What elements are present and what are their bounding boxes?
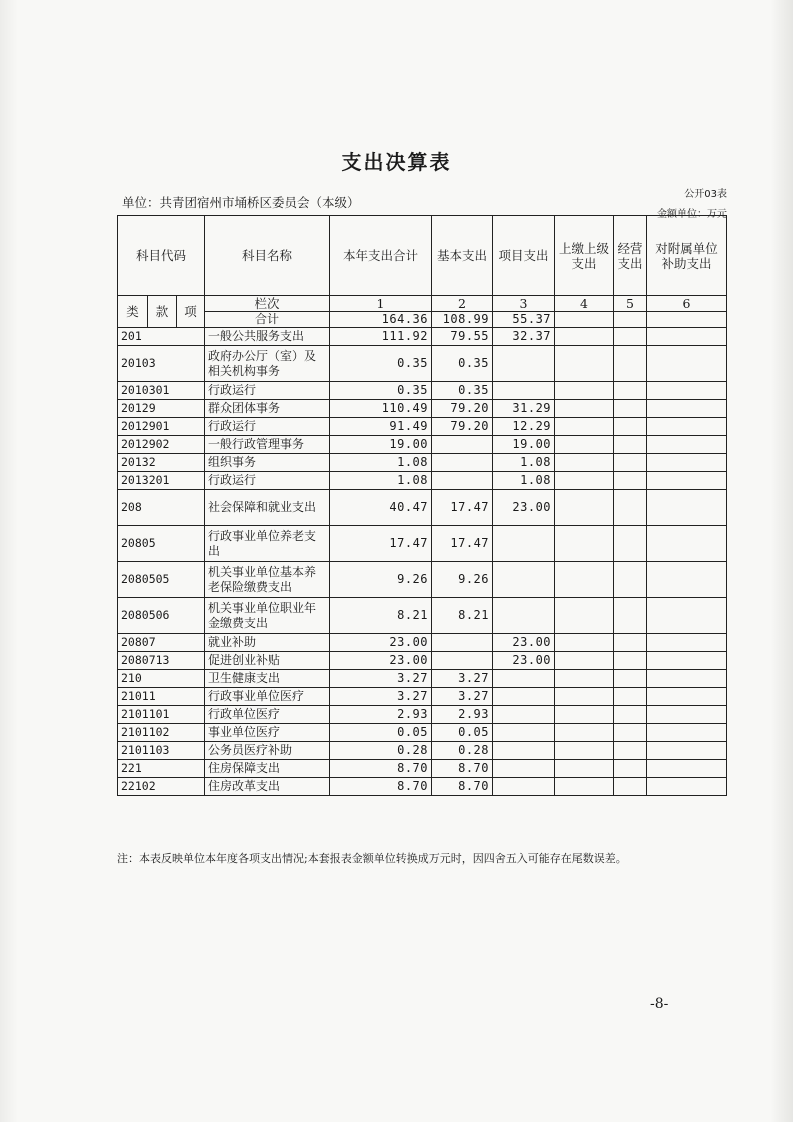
- total-basic: 108.99: [432, 312, 493, 328]
- amount-project: [493, 742, 555, 760]
- header-total: 本年支出合计: [330, 216, 432, 296]
- total-label: 合计: [205, 312, 330, 328]
- subject-name: 社会保障和就业支出: [205, 490, 330, 526]
- amount-total: 110.49: [330, 400, 432, 418]
- table-row: [118, 706, 727, 724]
- subject-code: 2080505: [118, 562, 205, 598]
- subject-name: 一般行政管理事务: [205, 436, 330, 454]
- amount-basic: 3.27: [432, 688, 493, 706]
- table-row: [118, 760, 727, 778]
- subject-name: 行政运行: [205, 382, 330, 400]
- amount-business: [614, 688, 647, 706]
- header-project: 项目支出: [493, 216, 555, 296]
- amount-project: [493, 760, 555, 778]
- amount-subsidy: [647, 382, 727, 400]
- amount-project: 23.00: [493, 652, 555, 670]
- amount-project: 1.08: [493, 454, 555, 472]
- amount-upper: [555, 526, 614, 562]
- amount-business: [614, 706, 647, 724]
- amount-subsidy: [647, 634, 727, 652]
- subject-code: 221: [118, 760, 205, 778]
- amount-business: [614, 490, 647, 526]
- col-number-2: 2: [432, 296, 493, 312]
- amount-business: [614, 778, 647, 796]
- amount-total: 111.92: [330, 328, 432, 346]
- amount-basic: 0.05: [432, 724, 493, 742]
- amount-subsidy: [647, 562, 727, 598]
- amount-total: 0.05: [330, 724, 432, 742]
- table-row: [118, 472, 727, 490]
- table-row: [118, 688, 727, 706]
- total-project: 55.37: [493, 312, 555, 328]
- amount-upper: [555, 490, 614, 526]
- amount-basic: 0.28: [432, 742, 493, 760]
- subject-name: 政府办公厅（室）及相关机构事务: [205, 346, 330, 382]
- amount-basic: 17.47: [432, 526, 493, 562]
- table-row: [118, 634, 727, 652]
- subject-name: 行政运行: [205, 418, 330, 436]
- amount-upper: [555, 562, 614, 598]
- amount-basic: [432, 454, 493, 472]
- amount-upper: [555, 328, 614, 346]
- subject-code: 20129: [118, 400, 205, 418]
- empty-cell: [614, 312, 647, 328]
- subject-code: 210: [118, 670, 205, 688]
- amount-total: 40.47: [330, 490, 432, 526]
- amount-subsidy: [647, 706, 727, 724]
- amount-upper: [555, 598, 614, 634]
- amount-basic: 79.20: [432, 400, 493, 418]
- amount-total: 8.70: [330, 760, 432, 778]
- amount-basic: 9.26: [432, 562, 493, 598]
- amount-project: [493, 598, 555, 634]
- header-business: 经营支出: [614, 216, 647, 296]
- subject-code: 21011: [118, 688, 205, 706]
- amount-basic: [432, 652, 493, 670]
- header-xiang: 项: [177, 296, 205, 328]
- amount-basic: 0.35: [432, 382, 493, 400]
- amount-subsidy: [647, 670, 727, 688]
- amount-basic: 8.70: [432, 760, 493, 778]
- col-number-1: 1: [330, 296, 432, 312]
- amount-upper: [555, 436, 614, 454]
- column-number-row: [118, 296, 727, 312]
- amount-project: [493, 526, 555, 562]
- header-column-no: 栏次: [205, 296, 330, 312]
- total-row: [118, 312, 727, 328]
- amount-project: 31.29: [493, 400, 555, 418]
- amount-subsidy: [647, 760, 727, 778]
- amount-upper: [555, 418, 614, 436]
- amount-upper: [555, 472, 614, 490]
- amount-basic: [432, 436, 493, 454]
- amount-upper: [555, 634, 614, 652]
- amount-subsidy: [647, 598, 727, 634]
- amount-total: 23.00: [330, 652, 432, 670]
- amount-project: [493, 724, 555, 742]
- amount-basic: 8.21: [432, 598, 493, 634]
- amount-project: [493, 346, 555, 382]
- amount-subsidy: [647, 490, 727, 526]
- amount-basic: [432, 634, 493, 652]
- amount-subsidy: [647, 688, 727, 706]
- col-number-6: 6: [647, 296, 727, 312]
- amount-subsidy: [647, 454, 727, 472]
- amount-upper: [555, 778, 614, 796]
- amount-unit: 金额单位：万元: [657, 209, 727, 220]
- table-row: [118, 490, 727, 526]
- footnote: 注：本表反映单位本年度各项支出情况;本套报表金额单位转换成万元时，因四舍五入可能存在尾数误差。: [117, 852, 627, 865]
- amount-basic: 0.35: [432, 346, 493, 382]
- col-number-3: 3: [493, 296, 555, 312]
- subject-code: 20132: [118, 454, 205, 472]
- amount-project: 23.00: [493, 490, 555, 526]
- amount-project: [493, 778, 555, 796]
- subject-code: 2101103: [118, 742, 205, 760]
- amount-subsidy: [647, 328, 727, 346]
- amount-subsidy: [647, 472, 727, 490]
- header-subject-code: 科目代码: [118, 216, 205, 296]
- amount-business: [614, 472, 647, 490]
- amount-total: 9.26: [330, 562, 432, 598]
- amount-subsidy: [647, 400, 727, 418]
- amount-project: 23.00: [493, 634, 555, 652]
- subject-code: 2013201: [118, 472, 205, 490]
- subject-name: 事业单位医疗: [205, 724, 330, 742]
- subject-code: 2101101: [118, 706, 205, 724]
- table-row: [118, 670, 727, 688]
- amount-total: 19.00: [330, 436, 432, 454]
- amount-business: [614, 526, 647, 562]
- table-row: [118, 652, 727, 670]
- table-row: [118, 562, 727, 598]
- page-number: -8-: [650, 996, 669, 1012]
- header-subsidy: 对附属单位补助支出: [647, 216, 727, 296]
- table-row: [118, 346, 727, 382]
- amount-basic: 3.27: [432, 670, 493, 688]
- subject-name: 组织事务: [205, 454, 330, 472]
- document-title: 支出决算表: [341, 150, 452, 174]
- subject-code: 201: [118, 328, 205, 346]
- amount-upper: [555, 724, 614, 742]
- subject-name: 机关事业单位职业年金缴费支出: [205, 598, 330, 634]
- amount-business: [614, 436, 647, 454]
- table-row: [118, 778, 727, 796]
- amount-subsidy: [647, 778, 727, 796]
- amount-total: 8.70: [330, 778, 432, 796]
- subject-name: 住房改革支出: [205, 778, 330, 796]
- amount-total: 91.49: [330, 418, 432, 436]
- empty-cell: [647, 312, 727, 328]
- amount-business: [614, 562, 647, 598]
- amount-subsidy: [647, 346, 727, 382]
- amount-subsidy: [647, 418, 727, 436]
- header-lei: 类: [118, 296, 148, 328]
- amount-business: [614, 346, 647, 382]
- subject-name: 一般公共服务支出: [205, 328, 330, 346]
- amount-basic: 2.93: [432, 706, 493, 724]
- amount-total: 3.27: [330, 688, 432, 706]
- amount-upper: [555, 688, 614, 706]
- amount-project: 1.08: [493, 472, 555, 490]
- subject-code: 2101102: [118, 724, 205, 742]
- table-row: [118, 400, 727, 418]
- form-code: 公开03表: [684, 189, 727, 200]
- header-row: [118, 216, 727, 296]
- table-row: [118, 742, 727, 760]
- amount-total: 17.47: [330, 526, 432, 562]
- amount-total: 0.35: [330, 382, 432, 400]
- amount-basic: 79.20: [432, 418, 493, 436]
- amount-total: 0.28: [330, 742, 432, 760]
- amount-upper: [555, 652, 614, 670]
- col-number-5: 5: [614, 296, 647, 312]
- amount-subsidy: [647, 742, 727, 760]
- header-subject-name: 科目名称: [205, 216, 330, 296]
- subject-code: 22102: [118, 778, 205, 796]
- table-row: [118, 418, 727, 436]
- amount-total: 3.27: [330, 670, 432, 688]
- amount-business: [614, 634, 647, 652]
- subject-code: 2012901: [118, 418, 205, 436]
- amount-business: [614, 760, 647, 778]
- amount-basic: 17.47: [432, 490, 493, 526]
- header-upper: 上缴上级支出: [555, 216, 614, 296]
- amount-business: [614, 670, 647, 688]
- subject-name: 公务员医疗补助: [205, 742, 330, 760]
- amount-upper: [555, 760, 614, 778]
- subject-code: 20103: [118, 346, 205, 382]
- amount-upper: [555, 382, 614, 400]
- amount-business: [614, 598, 647, 634]
- table-row: [118, 526, 727, 562]
- amount-project: [493, 688, 555, 706]
- subject-code: 2010301: [118, 382, 205, 400]
- subject-name: 卫生健康支出: [205, 670, 330, 688]
- subject-code: 208: [118, 490, 205, 526]
- amount-total: 1.08: [330, 472, 432, 490]
- subject-code: 2012902: [118, 436, 205, 454]
- total-amount: 164.36: [330, 312, 432, 328]
- amount-subsidy: [647, 652, 727, 670]
- subject-code: 2080506: [118, 598, 205, 634]
- amount-business: [614, 454, 647, 472]
- amount-upper: [555, 346, 614, 382]
- amount-upper: [555, 742, 614, 760]
- amount-business: [614, 400, 647, 418]
- amount-upper: [555, 400, 614, 418]
- amount-total: 0.35: [330, 346, 432, 382]
- amount-business: [614, 328, 647, 346]
- subject-name: 行政单位医疗: [205, 706, 330, 724]
- subject-code: 20807: [118, 634, 205, 652]
- subject-name: 住房保障支出: [205, 760, 330, 778]
- table-row: [118, 328, 727, 346]
- subject-code: 2080713: [118, 652, 205, 670]
- subject-name: 行政运行: [205, 472, 330, 490]
- expenditure-table: [117, 215, 727, 796]
- amount-project: 12.29: [493, 418, 555, 436]
- subject-name: 就业补助: [205, 634, 330, 652]
- amount-project: [493, 382, 555, 400]
- amount-subsidy: [647, 436, 727, 454]
- unit-label: 单位：共青团宿州市埇桥区委员会（本级）: [122, 195, 360, 210]
- empty-cell: [555, 312, 614, 328]
- amount-business: [614, 652, 647, 670]
- amount-upper: [555, 670, 614, 688]
- amount-business: [614, 724, 647, 742]
- subject-name: 机关事业单位基本养老保险缴费支出: [205, 562, 330, 598]
- amount-business: [614, 382, 647, 400]
- amount-project: [493, 562, 555, 598]
- subject-code: 20805: [118, 526, 205, 562]
- amount-project: [493, 670, 555, 688]
- table-row: [118, 436, 727, 454]
- amount-project: [493, 706, 555, 724]
- col-number-4: 4: [555, 296, 614, 312]
- amount-upper: [555, 454, 614, 472]
- amount-subsidy: [647, 724, 727, 742]
- table-row: [118, 598, 727, 634]
- table-row: [118, 382, 727, 400]
- amount-project: 19.00: [493, 436, 555, 454]
- amount-subsidy: [647, 526, 727, 562]
- header-kuan: 款: [148, 296, 177, 328]
- amount-business: [614, 418, 647, 436]
- amount-total: 23.00: [330, 634, 432, 652]
- subject-name: 行政事业单位医疗: [205, 688, 330, 706]
- subject-name: 群众团体事务: [205, 400, 330, 418]
- table-row: [118, 454, 727, 472]
- table-row: [118, 724, 727, 742]
- amount-total: 1.08: [330, 454, 432, 472]
- amount-basic: 8.70: [432, 778, 493, 796]
- subject-name: 促进创业补贴: [205, 652, 330, 670]
- amount-upper: [555, 706, 614, 724]
- header-basic: 基本支出: [432, 216, 493, 296]
- amount-basic: [432, 472, 493, 490]
- amount-project: 32.37: [493, 328, 555, 346]
- amount-business: [614, 742, 647, 760]
- amount-basic: 79.55: [432, 328, 493, 346]
- subject-name: 行政事业单位养老支出: [205, 526, 330, 562]
- amount-total: 2.93: [330, 706, 432, 724]
- amount-total: 8.21: [330, 598, 432, 634]
